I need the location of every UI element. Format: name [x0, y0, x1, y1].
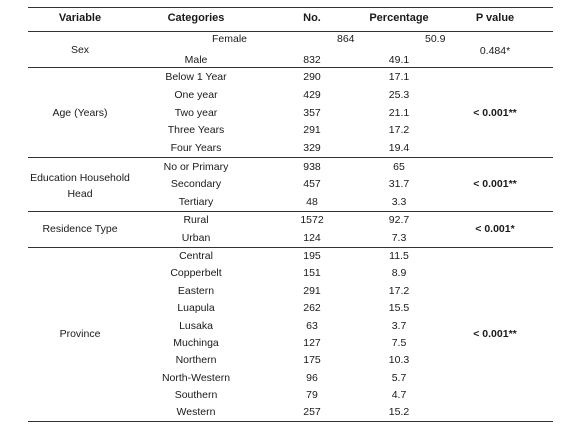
- category-cell: Male: [184, 54, 208, 66]
- category-cell: Two year: [174, 107, 218, 119]
- category-cell: Four Years: [170, 142, 222, 154]
- number-cell: 291: [303, 124, 321, 136]
- group-label-sex: Sex: [70, 44, 90, 56]
- number-cell: 832: [303, 54, 321, 66]
- percentage-cell: 17.1: [388, 71, 410, 83]
- percentage-cell: 50.9: [425, 33, 446, 45]
- number-cell: 96: [306, 372, 318, 384]
- number-cell: 127: [303, 337, 321, 349]
- group-label-age: Age (Years): [52, 107, 108, 119]
- category-cell: Female: [212, 33, 248, 45]
- number-cell: 329: [303, 142, 321, 154]
- p-value-age: < 0.001**: [473, 107, 517, 119]
- p-value-education: < 0.001**: [473, 178, 517, 190]
- category-cell: Tertiary: [178, 196, 214, 208]
- percentage-cell: 92.7: [388, 214, 410, 226]
- category-cell: Lusaka: [179, 320, 213, 332]
- group-label-education: Education Household Head: [30, 172, 130, 200]
- category-cell: No or Primary: [163, 161, 229, 173]
- percentage-cell: 17.2: [388, 285, 410, 297]
- number-cell: 262: [303, 302, 321, 314]
- header-categories: Categories: [167, 12, 225, 24]
- data-table: [28, 7, 553, 422]
- number-cell: 1572: [300, 214, 324, 226]
- percentage-cell: 3.7: [391, 320, 407, 332]
- number-cell: 938: [303, 161, 321, 173]
- header-variable: Variable: [58, 12, 102, 24]
- p-value-province: < 0.001**: [473, 328, 517, 340]
- p-value-sex: 0.484*: [479, 45, 511, 57]
- percentage-cell: 25.3: [388, 89, 410, 101]
- category-cell: Southern: [174, 389, 218, 401]
- number-cell: 48: [306, 196, 318, 208]
- p-value-residence: < 0.001*: [475, 223, 515, 235]
- category-cell: Rural: [183, 214, 209, 226]
- category-cell: Western: [176, 406, 216, 418]
- percentage-cell: 65: [393, 161, 405, 173]
- category-cell: Luapula: [177, 302, 215, 314]
- group-rule: [28, 67, 553, 68]
- table-bottom-rule: [28, 421, 553, 422]
- number-cell: 457: [303, 178, 321, 190]
- number-cell: 864: [337, 33, 355, 45]
- group-rule: [28, 247, 553, 248]
- category-cell: Secondary: [170, 178, 222, 190]
- percentage-cell: 7.3: [391, 232, 407, 244]
- percentage-cell: 11.5: [389, 250, 409, 262]
- percentage-cell: 15.5: [388, 302, 410, 314]
- category-cell: Urban: [181, 232, 211, 244]
- category-cell: Three Years: [167, 124, 225, 136]
- header-p-value: P value: [475, 12, 515, 24]
- header-rule: [28, 31, 553, 32]
- number-cell: 195: [303, 250, 321, 262]
- number-cell: 124: [303, 232, 321, 244]
- percentage-cell: 3.3: [391, 196, 407, 208]
- group-label-province: Province: [59, 328, 101, 340]
- number-cell: 63: [306, 320, 318, 332]
- category-cell: Eastern: [177, 285, 215, 297]
- category-cell: North-Western: [161, 372, 231, 384]
- group-rule: [28, 211, 553, 212]
- group-rule: [28, 157, 553, 158]
- number-cell: 79: [306, 389, 318, 401]
- category-cell: Muchinga: [173, 337, 219, 349]
- percentage-cell: 7.5: [391, 337, 407, 349]
- header-percentage: Percentage: [369, 12, 429, 24]
- percentage-cell: 8.9: [391, 267, 407, 279]
- number-cell: 357: [303, 107, 321, 119]
- number-cell: 175: [303, 354, 321, 366]
- percentage-cell: 4.7: [391, 389, 407, 401]
- number-cell: 291: [303, 285, 321, 297]
- table-top-rule: [28, 7, 553, 8]
- percentage-cell: 49.1: [388, 54, 410, 66]
- category-cell: Northern: [175, 354, 217, 366]
- category-cell: One year: [174, 89, 218, 101]
- group-label-residence: Residence Type: [42, 223, 118, 235]
- percentage-cell: 17.2: [388, 124, 410, 136]
- number-cell: 290: [303, 71, 321, 83]
- category-cell: Below 1 Year: [165, 71, 227, 83]
- number-cell: 257: [303, 406, 321, 418]
- category-cell: Copperbelt: [170, 267, 222, 279]
- header-number: No.: [303, 12, 321, 24]
- number-cell: 151: [303, 267, 321, 279]
- percentage-cell: 31.7: [388, 178, 410, 190]
- percentage-cell: 5.7: [391, 372, 407, 384]
- percentage-cell: 19.4: [388, 142, 410, 154]
- category-cell: Central: [179, 250, 213, 262]
- number-cell: 429: [303, 89, 321, 101]
- percentage-cell: 10.3: [388, 354, 410, 366]
- percentage-cell: 15.2: [388, 406, 410, 418]
- percentage-cell: 21.1: [388, 107, 410, 119]
